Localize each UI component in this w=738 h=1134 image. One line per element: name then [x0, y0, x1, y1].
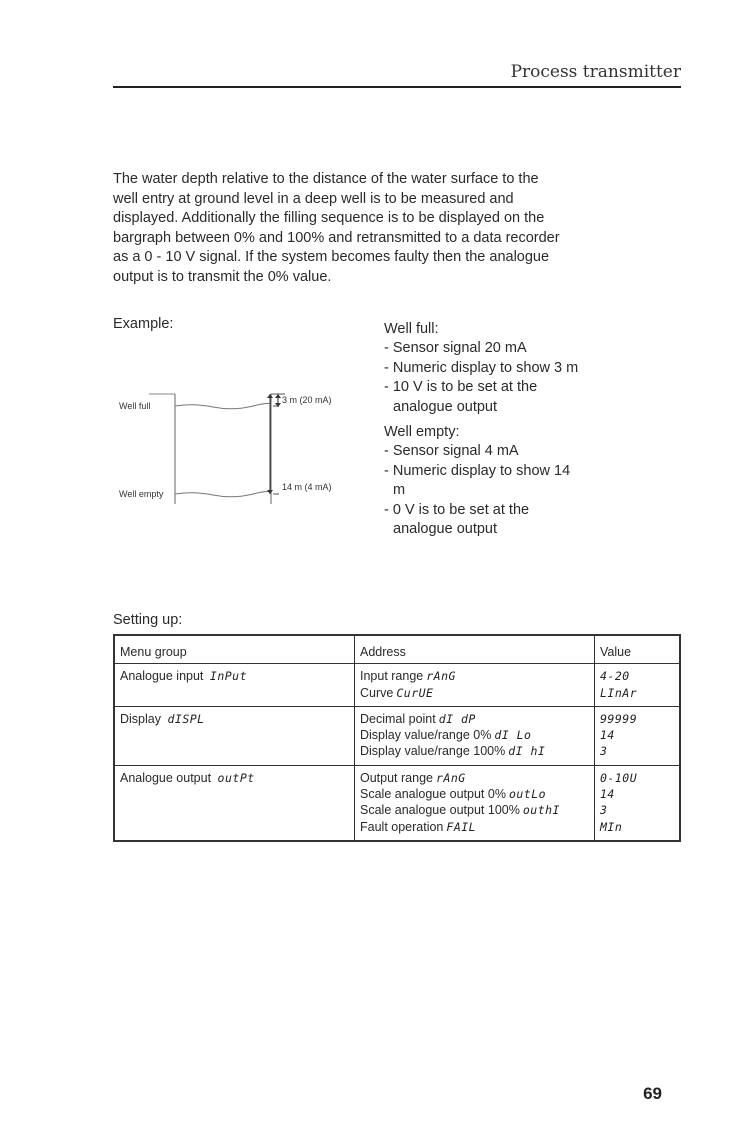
menu-group-name: Analogue output: [120, 770, 212, 785]
address-code: dI hI: [508, 744, 546, 759]
label-well-full: Well full: [119, 401, 151, 411]
header-title: Process transmitter: [510, 62, 681, 82]
address-cell: [355, 706, 595, 765]
well-full-item: - Numeric display to show 3 m: [384, 359, 579, 376]
water-level-empty: [175, 492, 271, 497]
value-cell: [595, 664, 681, 707]
value-code: 99999: [600, 711, 638, 726]
label-bottom-mark: 14 m (4 mA): [282, 482, 332, 492]
well-empty-item: - 0 V is to be set at the analogue output: [384, 501, 530, 538]
well-empty-item: - Numeric display to show 14 m: [384, 462, 571, 499]
menu-group-name: Display: [120, 711, 161, 726]
menu-group-cell: [114, 706, 355, 765]
page-header: [113, 60, 681, 88]
address-text: Fault operation: [360, 819, 444, 834]
well-full-notes: [384, 320, 584, 417]
value-code: LInAr: [600, 685, 638, 700]
address-code: rAnG: [435, 770, 466, 785]
address-text: Scale analogue output 100%: [360, 803, 520, 818]
long-arrow-up: [267, 394, 273, 398]
value-cell: [595, 706, 681, 765]
menu-group-name: Analogue input: [120, 669, 204, 684]
address-line: [360, 770, 589, 786]
example-label: Example:: [113, 316, 174, 332]
menu-group-code: InPut: [209, 669, 248, 684]
address-line: [360, 786, 589, 802]
label-top-mark: 3 m (20 mA): [282, 395, 332, 405]
address-code: dI Lo: [494, 728, 532, 743]
address-code: rAnG: [426, 669, 456, 684]
table-row: [114, 765, 680, 841]
value-code: 14: [600, 787, 615, 802]
header-address: Address: [355, 635, 595, 664]
address-text: Decimal point: [360, 711, 436, 726]
well-full-title: Well full:: [384, 321, 439, 337]
menu-group-cell: [114, 765, 355, 841]
value-code: MIn: [600, 819, 623, 834]
well-diagram: [113, 388, 353, 508]
address-text: Display value/range 100%: [360, 744, 506, 759]
address-line: [360, 727, 589, 743]
table-row: [114, 664, 680, 707]
value-code: 14: [600, 728, 615, 743]
label-well-empty: Well empty: [119, 489, 164, 499]
well-empty-notes: [384, 423, 584, 539]
short-arrow-up: [275, 394, 281, 398]
address-line: [360, 668, 589, 684]
page-number: 69: [643, 1084, 662, 1103]
address-line: [360, 819, 589, 835]
address-text: Scale analogue output 0%: [360, 787, 506, 802]
setup-table: [113, 634, 681, 842]
well-full-item: - Sensor signal 20 mA: [384, 340, 527, 357]
menu-group-code: outPt: [217, 770, 255, 785]
well-diagram-svg: [113, 388, 353, 508]
intro-paragraph: The water depth relative to the distance of the water surface to the well entry at ground level in a deep well is to be measured and displayed. Additionally the filling sequence is to be displayed on the bargraph between 0% and 100% and retransmitted to a data recorder as a 0 - 10 V signal. If the system becomes faulty then the analogue output is to transmit the 0% value.: [113, 171, 560, 285]
value-code: 3: [600, 744, 608, 759]
address-code: outLo: [508, 787, 547, 802]
table-row: [114, 706, 680, 765]
address-text: Display value/range 0%: [360, 728, 492, 743]
well-empty-item: - Sensor signal 4 mA: [384, 443, 519, 460]
setting-up-label: Setting up:: [113, 612, 183, 628]
water-level-full: [175, 404, 271, 409]
value-code: 4-20: [600, 669, 630, 684]
address-code: FAIL: [446, 819, 477, 834]
address-text: Curve: [360, 685, 394, 700]
value-code: 3: [600, 803, 608, 818]
header-menu-group: Menu group: [114, 635, 355, 664]
address-line: [360, 685, 589, 701]
table-header-row: [114, 635, 680, 664]
well-full-item: - 10 V is to be set at the analogue output: [384, 379, 538, 415]
address-line: [360, 711, 589, 727]
address-line: [360, 802, 589, 818]
address-text: Output range: [360, 770, 433, 785]
value-cell: [595, 765, 681, 841]
well-empty-title: Well empty:: [384, 424, 460, 441]
header-value: Value: [595, 635, 681, 664]
address-code: CurUE: [396, 685, 434, 700]
address-cell: [355, 765, 595, 841]
value-code: 0-10U: [600, 770, 638, 785]
menu-group-code: dISPL: [167, 711, 205, 726]
address-text: Input range: [360, 669, 424, 684]
address-code: dI dP: [438, 711, 476, 726]
address-line: [360, 743, 589, 759]
address-cell: [355, 664, 595, 707]
address-code: outhI: [522, 803, 560, 818]
menu-group-cell: [114, 664, 355, 707]
example-notes: [384, 320, 584, 545]
